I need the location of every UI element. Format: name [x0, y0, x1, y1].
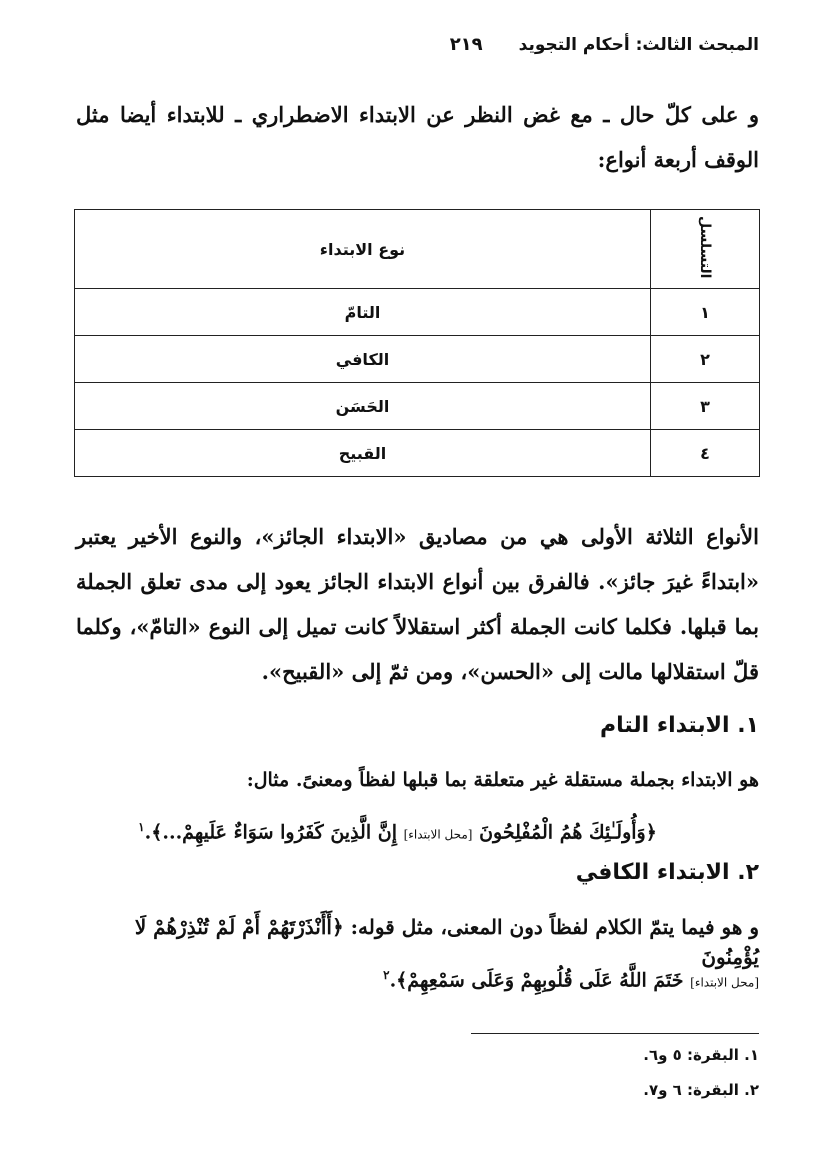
col-number-header — [651, 210, 760, 289]
quran-verse-part2: إِنَّ الَّذِينَ كَفَرُوا سَوَاءٌ عَلَيهِمْ...﴾. — [144, 821, 397, 844]
footnote: ١. البقرة: ٥ و٦. — [643, 1046, 759, 1064]
definition-tam: هو الابتداء بجملة مستقلة غير متعلقة بما قبلها لفظاً ومعنىً. مثال: — [246, 769, 759, 791]
page-title: المبحث الثالث: أحكام التجويد — [518, 35, 759, 55]
page-header — [76, 34, 759, 55]
intro-paragraph: و على كلّ حال ـ مع غض النظر عن الابتداء الاضطراري ـ للابتداء أيضا مثل الوقف أربعة أنواع: — [76, 102, 759, 172]
table-row — [75, 430, 760, 477]
row-number: ٤ — [651, 430, 760, 477]
example-kafi — [76, 960, 759, 997]
ibtida-location-tag: [محل الابتداء] — [403, 827, 473, 842]
page-number: ٢١٩ — [449, 34, 483, 55]
row-type: التامّ — [75, 289, 651, 336]
col-type-header: نوع الابتداء — [75, 210, 651, 289]
row-type: الكافي — [75, 336, 651, 383]
footnote-divider — [471, 1033, 759, 1034]
ibtida-types-table — [74, 209, 760, 477]
row-number: ٣ — [651, 383, 760, 430]
footnote-mark: ١ — [138, 820, 145, 834]
table-header-row — [75, 210, 760, 289]
quran-verse: خَتَمَ اللَّهُ عَلَى قُلُوبِهِمْ وَعَلَى سَمْعِهِمْ﴾. — [389, 969, 684, 992]
example-tam — [76, 812, 759, 849]
row-number: ٢ — [651, 336, 760, 383]
table-row — [75, 383, 760, 430]
section-heading-kafi: ٢. الابتداء الكافي — [575, 860, 759, 885]
quran-verse-part1: ﴿وَأُولَـٰئِكَ هُمُ الْمُفْلِحُونَ — [479, 821, 657, 844]
row-type: الحَسَن — [75, 383, 651, 430]
section-heading-tam: ١. الابتداء التام — [600, 713, 759, 738]
row-number: ١ — [651, 289, 760, 336]
footnote-mark: ٢ — [383, 968, 390, 982]
table-row — [75, 289, 760, 336]
footnote: ٢. البقرة: ٦ و٧. — [643, 1081, 759, 1099]
col-number-label: التسلسل — [697, 215, 713, 279]
ibtida-location-tag: [محل الابتداء] — [690, 975, 759, 990]
table-row — [75, 336, 760, 383]
row-type: القبيح — [75, 430, 651, 477]
explanation-paragraph: الأنواع الثلاثة الأولى هي من مصاديق «الابتداء الجائز»، والنوع الأخير يعتبر «ابتداءً غيرَ جائز». فالفرق بين أنواع الابتداء الجائز يعود إلى مدى تعلق الجملة بما قبلها. فكلما كانت الجملة أكثر استقلالاً كانت تميل إلى النوع «التامّ»، وكلما قلّ استقلالها مالت إلى «الحسن»، ومن ثمّ إلى «القبيح». — [76, 524, 759, 684]
definition-kafi: و هو فيما يتمّ الكلام لفظاً دون المعنى، مثل قوله: ﴿أَأَنْذَرْتَهُمْ أَمْ لَمْ تُنْذِرْهُمْ لَا يُؤْمِنُونَ — [134, 915, 759, 969]
